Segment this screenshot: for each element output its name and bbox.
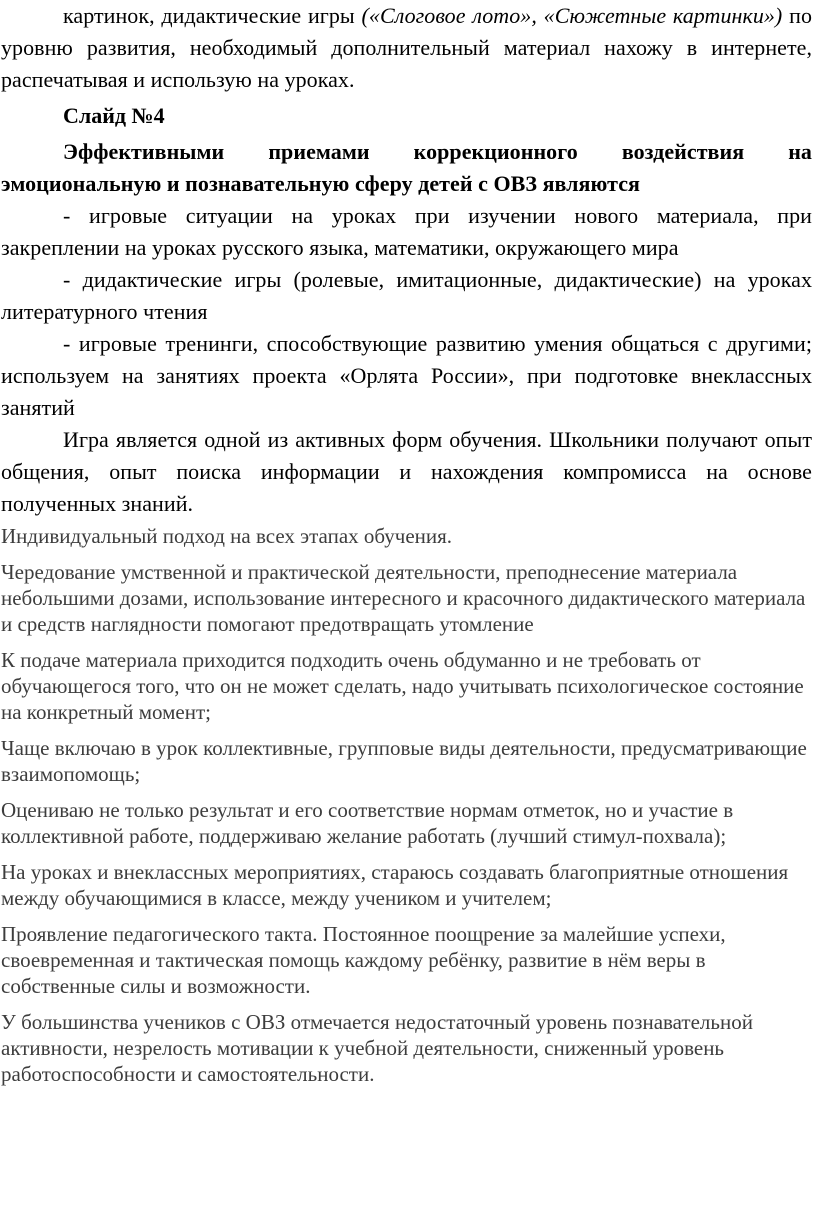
gray-paragraph-individual-approach: Индивидуальный подход на всех этапах обучения. [1, 524, 453, 548]
game-paragraph: Игра является одной из активных форм обучения. Школьники получают опыт общения, опыт поиска информации и нахождения компромисса на основе полученных знаний. [1, 427, 812, 516]
gray-paragraph-material-delivery: К подаче материала приходится подходить очень обдуманно и не требовать от обучающегося того, что он не может сделать, надо учитывать психологическое состояние на конкретный момент; [1, 648, 804, 724]
intro-text-start: картинок, дидактические игры [63, 3, 362, 28]
list-item-didactic-games: - дидактические игры (ролевые, имитационные, дидактические) на уроках литературного чтения [1, 267, 812, 324]
gray-paragraph-evaluation: Оцениваю не только результат и его соответствие нормам отметок, но и участие в коллективной работе, поддерживаю желание работать (лучший стимул-похвала); [1, 798, 734, 848]
gray-paragraph-ovz-students: У большинства учеников с ОВЗ отмечается недостаточный уровень познавательной активности, незрелость мотивации к учебной деятельности, сниженный уровень работоспособности и самостоятельности. [1, 1010, 753, 1086]
bold-statement: Эффективными приемами коррекционного воздействия на эмоциональную и познавательную сферу детей с ОВЗ являются [1, 139, 812, 196]
gray-paragraph-alternation: Чередование умственной и практической деятельности, преподнесение материала небольшими дозами, использование интересного и красочного дидактического материала и средств наглядности помогают предотвращать утомление [1, 560, 806, 636]
list-item-game-situations: - игровые ситуации на уроках при изучении нового материала, при закреплении на уроках русского языка, математики, окружающего мира [1, 203, 812, 260]
gray-paragraph-collective-work: Чаще включаю в урок коллективные, групповые виды деятельности, предусматривающие взаимопомощь; [1, 736, 807, 786]
intro-text-end: по уровню развития, необходимый дополнительный материал нахожу в интернете, распечатывая и использую на уроках. [1, 3, 812, 92]
intro-games-italic: («Слоговое лото», «Сюжетные картинки») [361, 3, 783, 28]
slide-heading: Слайд №4 [63, 103, 165, 128]
gray-paragraph-pedagogical-tact: Проявление педагогического такта. Постоянное поощрение за малейшие успехи, своевременная и тактическая помощь каждому ребёнку, развитие в нём веры в собственные силы и возможности. [1, 922, 726, 998]
intro-paragraph [1, 0, 812, 96]
gray-paragraph-relationships: На уроках и внеклассных мероприятиях, стараюсь создавать благоприятные отношения между обучающимися в классе, между учеником и учителем; [1, 860, 789, 910]
list-item-game-trainings: - игровые тренинги, способствующие развитию умения общаться с другими; используем на занятиях проекта «Орлята России», при подготовке внеклассных занятий [1, 331, 812, 420]
